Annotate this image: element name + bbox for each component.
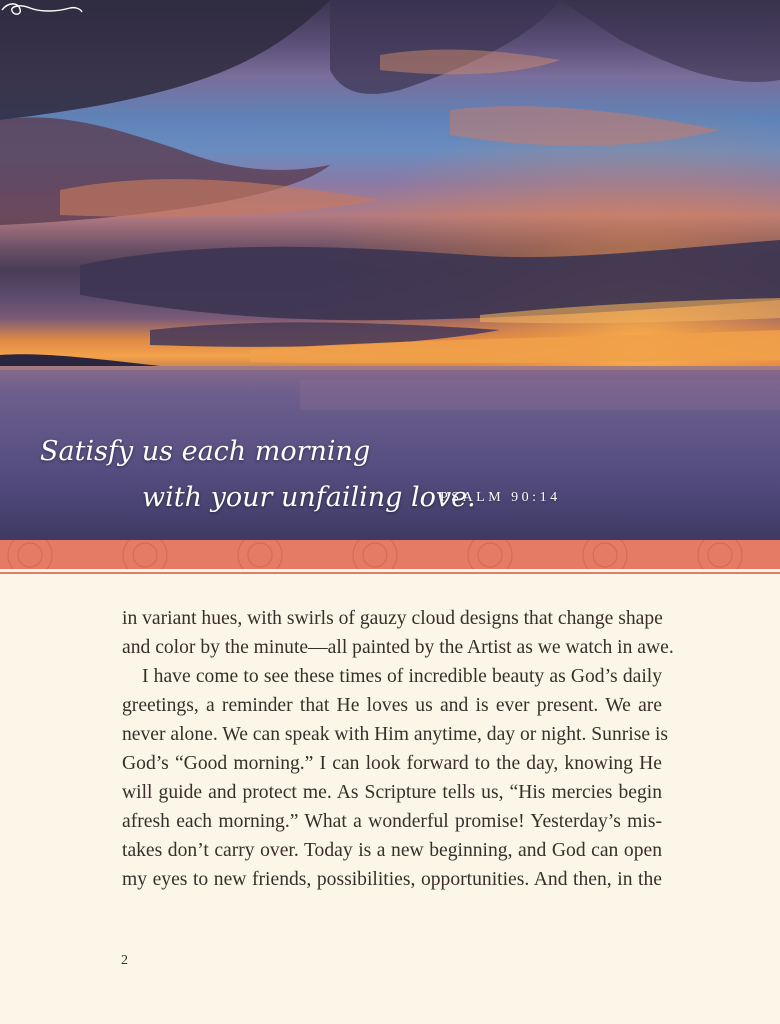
quote-line-2: with your unfailing love.: [142, 482, 476, 513]
text-line: never alone. We can speak with Him anytime, day or night. Sunrise is: [122, 724, 669, 745]
text-line: takes don’t carry over. Today is a new beginning, and God can open: [122, 840, 662, 861]
decorative-pattern-band: [0, 540, 780, 569]
quote-line-1: Satisfy us each morning: [40, 436, 371, 467]
text-line: greetings, a reminder that He loves us and is ever present. We are: [122, 695, 662, 716]
flourish-ornament: [0, 0, 84, 20]
text-line: and color by the minute—all painted by the Artist as we watch in awe.: [122, 637, 674, 658]
text-line: will guide and protect me. As Scripture tells us, “His mercies begin: [122, 782, 662, 803]
medallion-pattern: [0, 540, 780, 569]
text-line: I have come to see these times of incredible beauty as God’s daily: [142, 666, 662, 687]
scripture-citation: PSALM 90:14: [440, 490, 561, 505]
body-text: [122, 604, 674, 894]
text-line: my eyes to new friends, possibilities, opportunities. And then, in the: [122, 869, 662, 890]
page-number: 2: [121, 953, 128, 968]
text-line: God’s “Good morning.” I can look forward to the day, knowing He: [122, 753, 662, 774]
divider-rule: [0, 572, 780, 574]
text-line: afresh each morning.” What a wonderful promise! Yesterday’s mis-: [122, 811, 662, 832]
text-line: in variant hues, with swirls of gauzy cloud designs that change shape: [122, 608, 663, 629]
